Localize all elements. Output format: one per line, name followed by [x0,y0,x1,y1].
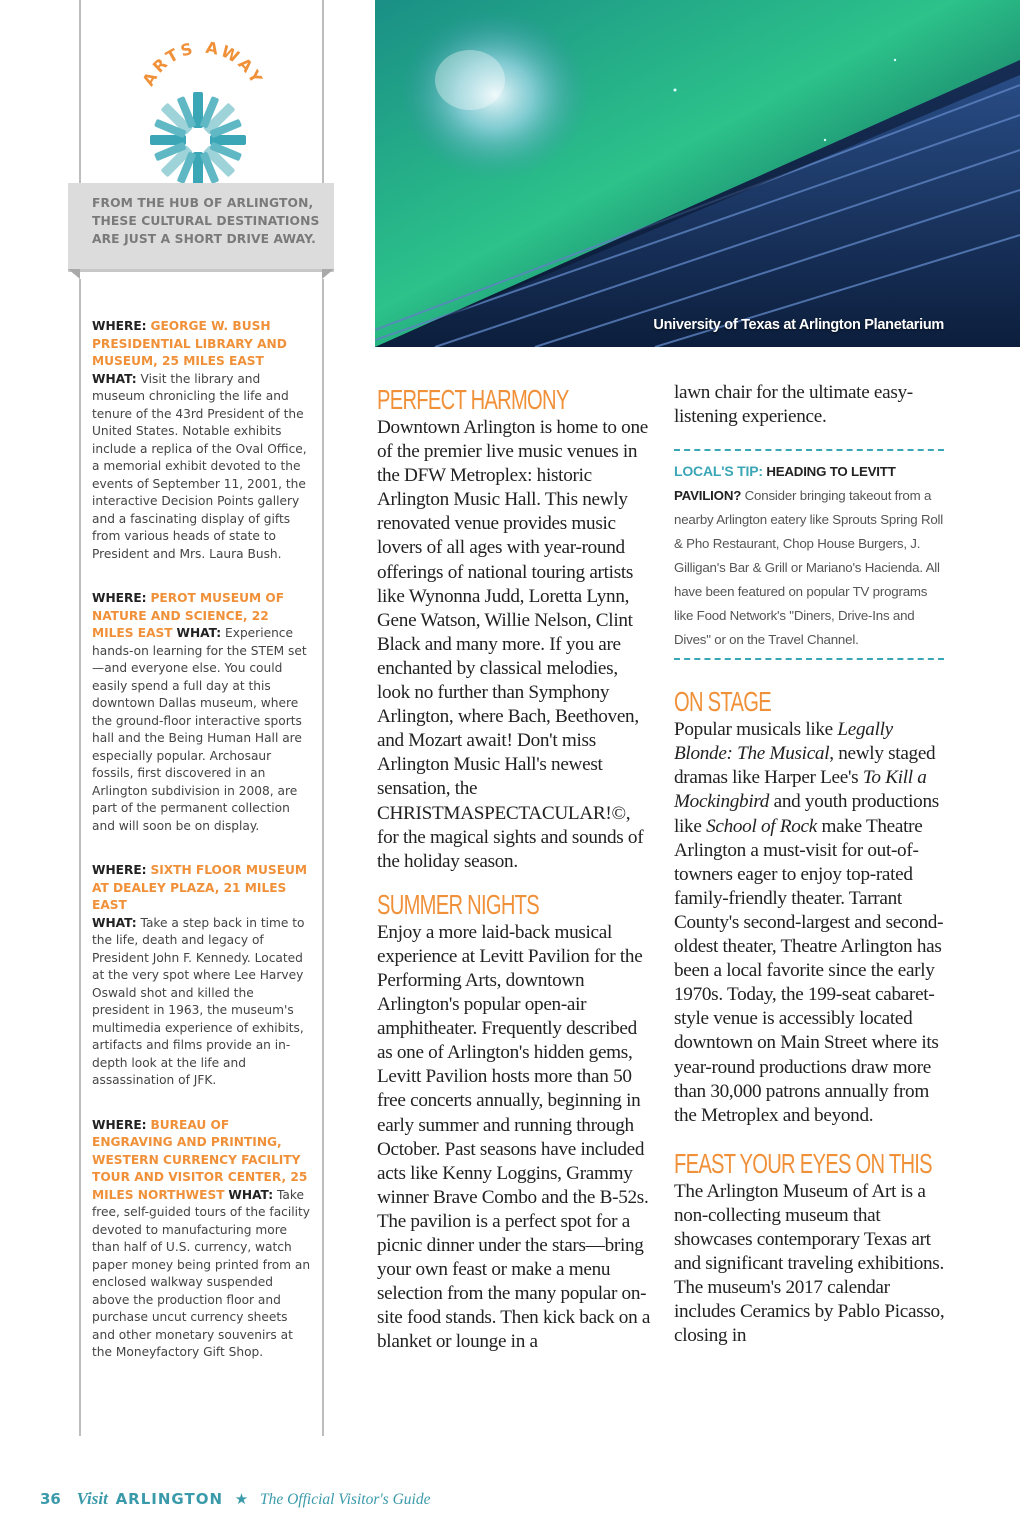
tip-body: Consider bringing takeout from a nearby Arlington eatery like Sprouts Spring Roll & Pho Restaurant, Chop House Burgers, J. Gilligan's Bar & Grill or Mariano's Hacienda. All have been featured on popular TV programs like Food Network's "Diners, Drive-Ins and Dives" or on the Travel Channel. [674,488,944,648]
page-number: 36 [40,1490,61,1508]
on-stage-text: Popular musicals like [674,719,838,741]
destination-entry [92,590,314,835]
destination-entry [92,318,314,563]
destination-description: Take free, self-guided tours of the facility devoted to manufacturing more than half of U.S. currency, watch paper money being printed from an enclosed walkway suspended above the production floor and purchase uncut currency sheets and other monetary souvenirs at the Moneyfactory Gift Shop. [92,1187,311,1359]
tip-heading: HEADING TO LEVITT PAVILION? [674,464,896,504]
intro-banner [68,183,334,269]
what-label: WHAT: [176,626,222,640]
heading-on-stage: ON STAGE [674,686,771,718]
banner-fold-left [68,269,80,279]
heading-summer-nights: SUMMER NIGHTS [377,888,539,920]
paragraph-on-stage [674,718,946,1128]
paragraph-summer-nights: Enjoy a more laid-back musical experience at Levitt Pavilion for the Performing Arts, downtown Arlington's popular open-air amphitheater. Frequently described as one of Arlington's hidden gems, Levitt Pavilion hosts more than 50 free concerts annually, beginning in early summer and running through October. Past seasons have included acts like Kenny Loggins, Grammy winner Brave Combo and the B-52s. The pavilion is a perfect spot for a picnic dinner under the stars—bring your own feast or make a menu selection from the many popular on-site food stands. Then kick back on a blanket or lounge in a [377,921,651,1353]
paragraph-continued: lawn chair for the ultimate easy-listening experience. [674,382,913,428]
destination-entry [92,1117,314,1362]
destination-list [92,318,314,1389]
asterisk-icon [150,92,246,188]
on-stage-title: School of Rock [706,815,817,837]
destination-place: GEORGE W. BUSH PRESIDENTIAL LIBRARY AND MUSEUM, 25 MILES EAST [92,319,287,368]
arts-away-logo [128,38,268,188]
logo-text: ARTS AWAY [138,38,268,90]
where-label: WHERE: [92,1117,147,1132]
heading-perfect-harmony: PERFECT HARMONY [377,384,569,415]
locals-tip [674,459,946,652]
destination-entry [92,862,314,1090]
where-label: WHERE: [92,863,147,877]
sidebar-right-rule [322,0,324,183]
on-stage-text: , newly staged dramas like Harper Lee's [674,743,936,789]
destination-place: BUREAU OF ENGRAVING AND PRINTING, WESTERN CURRENCY FACILITY TOUR AND VISITOR CENTER, 25 MILES NORTHWEST [92,1117,308,1202]
article-column-1 [377,384,651,1354]
banner-text: FROM THE HUB OF ARLINGTON, THESE CULTURAL DESTINATIONS ARE JUST A SHORT DRIVE AWAY. [92,196,320,246]
tip-divider-top [674,449,944,451]
photo-caption: University of Texas at Arlington Planetarium [653,317,944,333]
footer-tagline: The Official Visitor's Guide [259,1491,431,1508]
where-label: WHERE: [92,591,147,605]
svg-text:ARTS AWAY [139,38,268,89]
banner-fold-right [322,269,334,279]
destination-description: Take a step back in time to the life, death and legacy of President John F. Kennedy. Located at the very spot where Lee Harvey Oswald shot and killed the president in 1963, the museum's multimedia experience of exhibits, artifacts and films provide an in-depth look at the life and assassination of JFK. [92,915,305,1087]
paragraph-feast-your-eyes: The Arlington Museum of Art is a non-collecting museum that showcases contemporary Texas art and significant traveling exhibitions. The museum's 2017 calendar includes Ceramics by Pablo Picasso, closing in [674,1180,945,1347]
destination-description: Visit the library and museum chronicling the life and tenure of the 43rd President of the United States. Notable exhibits include a replica of the Oval Office, a memorial exhibit devoted to the events of September 11, 2001, the interactive Decision Points gallery and a fascinating display of gifts from various heads of state to President and Mrs. Laura Bush. [92,371,307,561]
page-footer [40,1489,430,1509]
star-icon: ★ [234,1492,249,1508]
where-label: WHERE: [92,319,147,333]
article-column-2 [674,381,946,1348]
on-stage-text: make Theatre Arlington a must-visit for out-of-towners eager to enjoy top-rated family-friendly theater. Tarrant County's second-largest and second-oldest theater, Theatre Arlington has been a local favorite since the early 1970s. Today, the 199-seat cabaret-style venue is accessibly located downtown on Main Street where its year-round productions draw more than 30,000 patrons annually from the Metroplex and beyond. [674,815,944,1126]
what-label: WHAT: [92,915,137,930]
planetarium-photo [375,0,1020,347]
heading-feast-your-eyes: FEAST YOUR EYES ON THIS [674,1147,932,1179]
sidebar-right-rule-lower [322,279,324,1436]
what-label: WHAT: [92,371,137,386]
footer-visit: Visit [76,1489,108,1508]
on-stage-title: To Kill a Mockingbird [674,767,927,813]
destination-place: PEROT MUSEUM OF NATURE AND SCIENCE, 22 MILES EAST [92,591,285,640]
on-stage-title: Legally Blonde: The Musical [674,719,893,765]
paragraph-perfect-harmony: Downtown Arlington is home to one of the premier live music venues in the DFW Metroplex: historic Arlington Music Hall. This newly renovated venue provides music lovers of all ages with year-round offerings of national touring artists like Wynonna Judd, Loretta Lynn, Gene Watson, Willie Nelson, Clint Black and many more. If you are enchanted by classical melodies, look no further than Symphony Arlington, where Bach, Beethoven, and Mozart await! Don't miss Arlington Music Hall's newest sensation, the CHRISTMASPECTACULAR!©, for the magical sights and sounds of the holiday season. [377,417,648,872]
sidebar-left-rule-lower [79,279,81,1436]
planetarium-image [375,0,1020,347]
on-stage-text: and youth productions like [674,791,939,837]
tip-label: LOCAL'S TIP: [674,463,763,480]
destination-place: SIXTH FLOOR MUSEUM AT DEALEY PLAZA, 21 MILES EAST [92,863,308,912]
sidebar-left-rule [79,0,81,183]
what-label: WHAT: [228,1187,274,1202]
footer-city: ARLINGTON [115,1490,223,1508]
destination-description: Experience hands-on learning for the STEM set—and everyone else. You could easily spend a full day at this downtown Dallas museum, where the ground-floor interactive sports hall and the Being Human Hall are especially popular. Archosaur fossils, first discovered in an Arlington subdivision in 2008, are part of the permanent collection and will soon be on display. [92,626,307,833]
